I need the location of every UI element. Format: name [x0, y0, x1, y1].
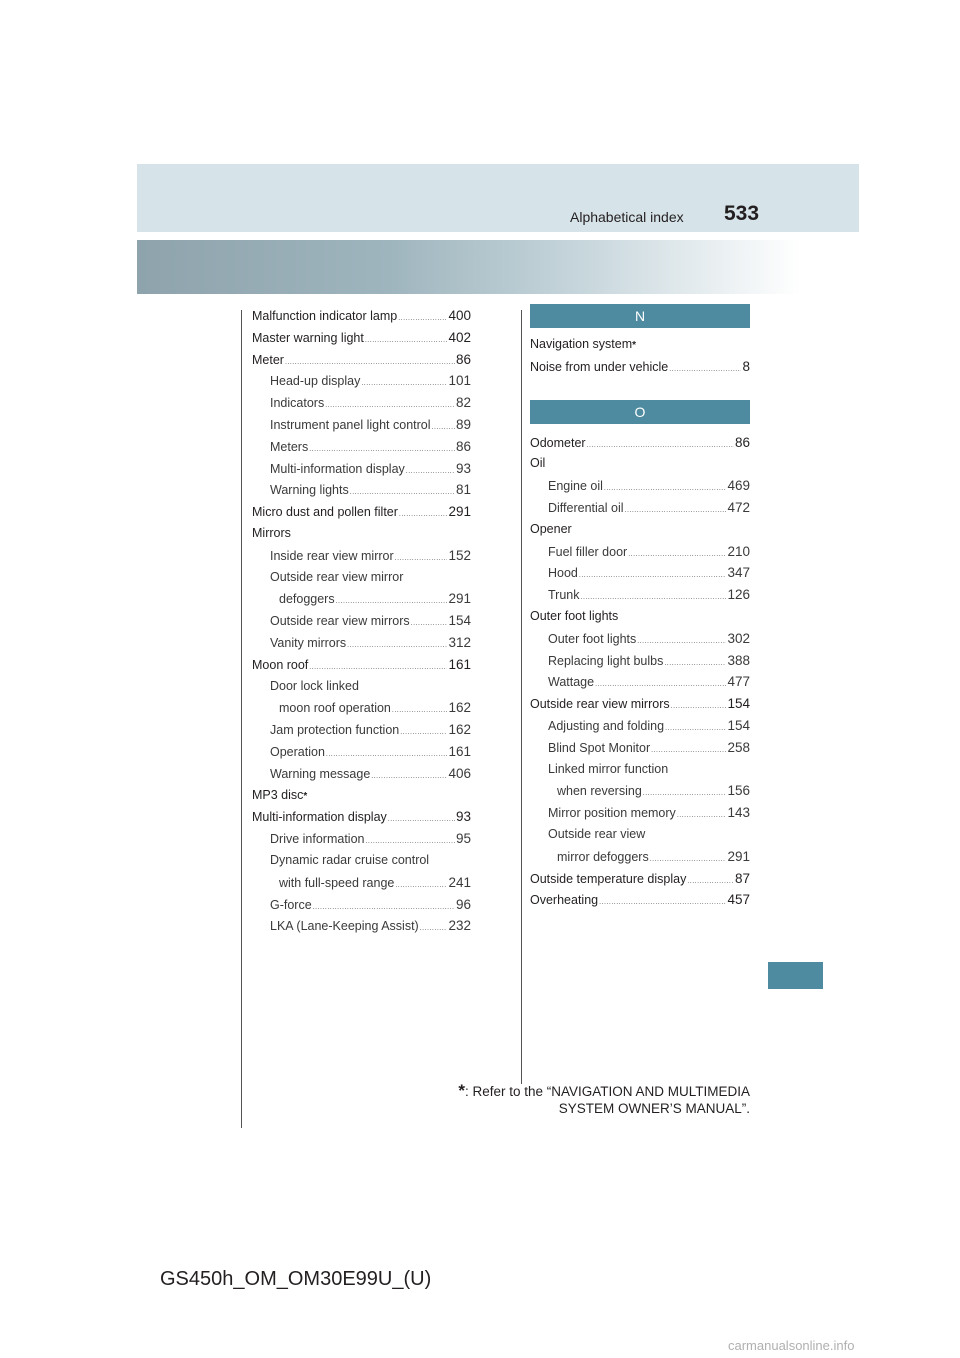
entry-page[interactable]: 81 [455, 482, 471, 498]
entry-page[interactable]: 347 [727, 565, 750, 581]
dot-leader [400, 722, 447, 741]
dot-leader [411, 613, 448, 632]
index-entry[interactable] [252, 697, 471, 719]
page-number: 533 [724, 202, 760, 225]
entry-text: Outside rear view mirror [270, 569, 404, 584]
index-entry [530, 824, 750, 846]
entry-page[interactable]: 93 [455, 809, 471, 825]
entry-text: Vanity mirrors [270, 635, 347, 650]
entry-text: Trunk [548, 588, 580, 603]
entry-page[interactable]: 302 [727, 630, 750, 646]
entry-text: Differential oil [548, 500, 624, 515]
entry-text: Inside rear view mirror [270, 548, 394, 563]
dot-leader [309, 439, 455, 458]
index-entry[interactable] [530, 671, 750, 693]
entry-text: Head-up display [270, 374, 361, 389]
entry-text: LKA (Lane-Keeping Assist) [270, 919, 419, 934]
footnote-star: * [458, 1081, 465, 1100]
entry-text: Meters [270, 439, 309, 454]
dot-leader [637, 631, 726, 650]
entry-page[interactable]: 291 [448, 591, 471, 607]
footnote-line1: : Refer to the “NAVIGATION AND MULTIMEDIA [464, 1084, 750, 1099]
entry-page[interactable]: 86 [455, 438, 471, 454]
entry-text: Operation [270, 744, 325, 759]
entry-page[interactable]: 258 [727, 739, 750, 755]
dot-leader [325, 395, 455, 414]
entry-text: Oil [530, 456, 546, 471]
entry-text: Door lock linked [270, 678, 359, 693]
entry-text: Navigation system [530, 337, 633, 351]
entry-text: MP3 disc [252, 787, 304, 802]
index-entry[interactable] [252, 305, 471, 327]
index-entry[interactable] [252, 501, 471, 523]
index-entry[interactable] [252, 654, 471, 676]
dot-leader [671, 696, 727, 715]
index-entry[interactable] [252, 479, 471, 501]
entry-page[interactable]: 162 [448, 722, 471, 738]
dot-leader [669, 359, 741, 378]
entry-text: Replacing light bulbs [548, 653, 664, 668]
section-n-list [530, 334, 750, 378]
index-entry[interactable] [530, 802, 750, 824]
entry-text: Moon roof [252, 657, 309, 672]
index-entry[interactable] [252, 545, 471, 567]
index-entry[interactable] [530, 562, 750, 584]
dot-leader [420, 918, 448, 937]
entry-text: Multi-information display [252, 810, 387, 825]
index-entry[interactable] [252, 915, 471, 937]
entry-page[interactable]: 457 [727, 892, 750, 908]
index-entry[interactable] [530, 584, 750, 606]
entry-text: Mirror position memory [548, 806, 676, 821]
entry-page[interactable]: 406 [448, 765, 471, 781]
entry-page[interactable]: 312 [448, 634, 471, 650]
index-entry[interactable] [252, 872, 471, 894]
entry-page[interactable]: 87 [734, 870, 750, 886]
entry-page[interactable]: 96 [455, 896, 471, 912]
entry-text: moon roof operation [279, 701, 391, 716]
section-o-list [530, 432, 750, 912]
entry-page[interactable]: 162 [448, 700, 471, 716]
entry-text: Drive information [270, 832, 365, 847]
dot-leader [625, 500, 727, 519]
entry-text: Outer foot lights [548, 631, 637, 646]
entry-page[interactable]: 86 [455, 351, 471, 367]
index-entry[interactable] [252, 894, 471, 916]
dot-leader [687, 871, 734, 890]
header-title: Alphabetical index [570, 209, 684, 225]
entry-page[interactable]: 161 [448, 656, 471, 672]
dot-leader [587, 435, 734, 454]
entry-text: Adjusting and folding [548, 718, 665, 733]
index-entry[interactable] [252, 806, 471, 828]
footnote-line2: SYSTEM OWNER’S MANUAL”. [558, 1101, 750, 1116]
entry-page[interactable]: 241 [448, 874, 471, 890]
entry-text: Warning lights [270, 483, 349, 498]
entry-page[interactable]: 477 [727, 674, 750, 690]
dot-leader [336, 591, 448, 610]
dot-leader [388, 809, 455, 828]
entry-text: Outside rear view mirrors [270, 614, 410, 629]
entry-page[interactable]: 93 [455, 460, 471, 476]
index-entry [252, 850, 471, 872]
index-entry[interactable] [252, 436, 471, 458]
index-entry[interactable] [252, 370, 471, 392]
entry-text: Indicators [270, 396, 325, 411]
entry-text: when reversing [557, 784, 642, 799]
index-entry [530, 519, 750, 541]
index-entry[interactable] [252, 349, 471, 371]
footnote [400, 1082, 750, 1117]
entry-text: Wattage [548, 675, 595, 690]
entry-text: Blind Spot Monitor [548, 740, 651, 755]
entry-text: mirror defoggers [557, 849, 649, 864]
entry-page[interactable]: 388 [727, 652, 750, 668]
dot-leader [665, 718, 726, 737]
dot-leader [604, 478, 727, 497]
dot-leader [628, 544, 726, 563]
index-entry [530, 759, 750, 781]
entry-page[interactable]: 152 [448, 547, 471, 563]
dot-leader [365, 330, 448, 349]
index-entry[interactable] [530, 846, 750, 868]
section-tab[interactable] [768, 962, 823, 989]
entry-text: defoggers [279, 592, 335, 607]
entry-page[interactable]: 472 [727, 499, 750, 515]
gradient-band [137, 240, 859, 294]
index-entry[interactable] [252, 632, 471, 654]
dot-leader [579, 565, 727, 584]
entry-text: Linked mirror function [548, 761, 669, 776]
index-entry [530, 606, 750, 628]
entry-text: Outer foot lights [530, 608, 619, 623]
document-id: GS450h_OM_OM30E99U_(U) [160, 1268, 432, 1290]
index-entry [530, 453, 750, 475]
index-entry [252, 567, 471, 589]
dot-leader [399, 504, 448, 523]
index-entry[interactable] [252, 610, 471, 632]
dot-leader [371, 766, 447, 785]
entry-text: Hood [548, 566, 578, 581]
entry-text: Outside rear view [548, 826, 646, 841]
entry-text: Warning message [270, 766, 371, 781]
index-entry[interactable] [530, 541, 750, 563]
entry-text: Multi-information display [270, 461, 405, 476]
entry-text: with full-speed range [279, 875, 395, 890]
entry-page[interactable]: 210 [727, 543, 750, 559]
dot-leader [395, 548, 448, 567]
index-entry[interactable] [530, 628, 750, 650]
entry-page[interactable]: 143 [727, 805, 750, 821]
entry-page[interactable]: 161 [448, 743, 471, 759]
index-entry[interactable] [252, 327, 471, 349]
index-entry[interactable] [530, 693, 750, 715]
index-entry[interactable] [530, 780, 750, 802]
left-margin-rule [241, 310, 242, 1128]
index-entry[interactable] [530, 868, 750, 890]
entry-text: Dynamic radar cruise control [270, 852, 430, 867]
index-entry [252, 676, 471, 698]
dot-leader [313, 897, 455, 916]
dot-leader [365, 831, 454, 850]
entry-page[interactable]: 126 [727, 587, 750, 603]
index-entry[interactable] [252, 392, 471, 414]
entry-page[interactable]: 8 [742, 358, 750, 374]
dot-leader [650, 849, 727, 868]
dot-leader [406, 461, 455, 480]
entry-text: Master warning light [252, 330, 364, 345]
entry-page[interactable]: 154 [448, 613, 471, 629]
index-entry[interactable] [252, 458, 471, 480]
entry-text: Odometer [530, 435, 586, 450]
section-header-n: N [530, 304, 750, 328]
dot-leader [664, 653, 726, 672]
entry-text: G-force [270, 897, 312, 912]
dot-leader [581, 587, 727, 606]
entry-text: Jam protection function [270, 723, 400, 738]
dot-leader [309, 657, 447, 676]
entry-text: Overheating [530, 893, 599, 908]
dot-leader [643, 783, 727, 802]
index-entry[interactable] [252, 741, 471, 763]
index-entry[interactable] [530, 432, 750, 454]
dot-leader [350, 482, 455, 501]
entry-page[interactable]: 154 [727, 696, 750, 712]
section-header-o: O [530, 400, 750, 424]
index-entry[interactable] [530, 737, 750, 759]
entry-page[interactable]: 400 [448, 308, 471, 323]
index-entry[interactable] [252, 719, 471, 741]
entry-text: Fuel filler door [548, 544, 628, 559]
entry-text: Instrument panel light control [270, 417, 431, 432]
index-entry [252, 523, 471, 545]
column-divider [521, 310, 522, 1084]
entry-page[interactable]: 86 [734, 434, 750, 450]
entry-page[interactable]: 469 [727, 478, 750, 494]
dot-leader [595, 674, 726, 693]
entry-page[interactable]: 101 [448, 373, 471, 389]
entry-text: Engine oil [548, 479, 603, 494]
index-entry: Navigation system * [530, 334, 750, 356]
dot-leader [677, 805, 727, 824]
dot-leader [395, 875, 447, 894]
entry-page[interactable]: 232 [448, 918, 471, 934]
entry-page[interactable]: 402 [448, 329, 471, 345]
dot-leader [398, 308, 447, 327]
dot-leader [599, 892, 726, 911]
entry-page[interactable]: 82 [455, 395, 471, 411]
watermark: carmanualsonline.info [728, 1338, 855, 1353]
entry-text: Micro dust and pollen filter [252, 505, 398, 520]
entry-text: Opener [530, 521, 572, 536]
index-entry[interactable] [252, 588, 471, 610]
dot-leader [432, 417, 455, 436]
entry-page[interactable]: 89 [455, 416, 471, 432]
entry-text: Outside temperature display [530, 871, 687, 886]
entry-text: Outside rear view mirrors [530, 697, 670, 712]
index-column-right [530, 304, 750, 911]
spacer [530, 424, 750, 432]
dot-leader [326, 744, 448, 763]
index-entry: MP3 disc * [252, 785, 471, 807]
index-entry[interactable] [530, 475, 750, 497]
dot-leader [285, 352, 455, 371]
index-column-left [252, 305, 471, 937]
index-entry[interactable] [530, 356, 750, 378]
index-entry[interactable] [530, 650, 750, 672]
entry-page[interactable]: 95 [455, 831, 471, 847]
dot-leader [392, 700, 448, 719]
entry-page[interactable]: 291 [448, 504, 471, 520]
dot-leader [347, 635, 447, 654]
index-entry[interactable] [252, 828, 471, 850]
entry-text: Meter [252, 352, 284, 367]
entry-text: Malfunction indicator lamp [252, 309, 398, 323]
index-entry[interactable] [530, 497, 750, 519]
dot-leader [651, 740, 726, 759]
entry-text: Noise from under vehicle [530, 359, 669, 374]
entry-page[interactable]: 154 [727, 717, 750, 733]
entry-page[interactable]: 291 [727, 848, 750, 864]
spacer [530, 378, 750, 400]
dot-leader [361, 373, 447, 392]
entry-page[interactable]: 156 [727, 783, 750, 799]
entry-text: Mirrors [252, 525, 291, 540]
index-entry[interactable] [530, 715, 750, 737]
index-entry[interactable] [252, 763, 471, 785]
index-entry[interactable] [530, 889, 750, 911]
index-entry[interactable] [252, 414, 471, 436]
